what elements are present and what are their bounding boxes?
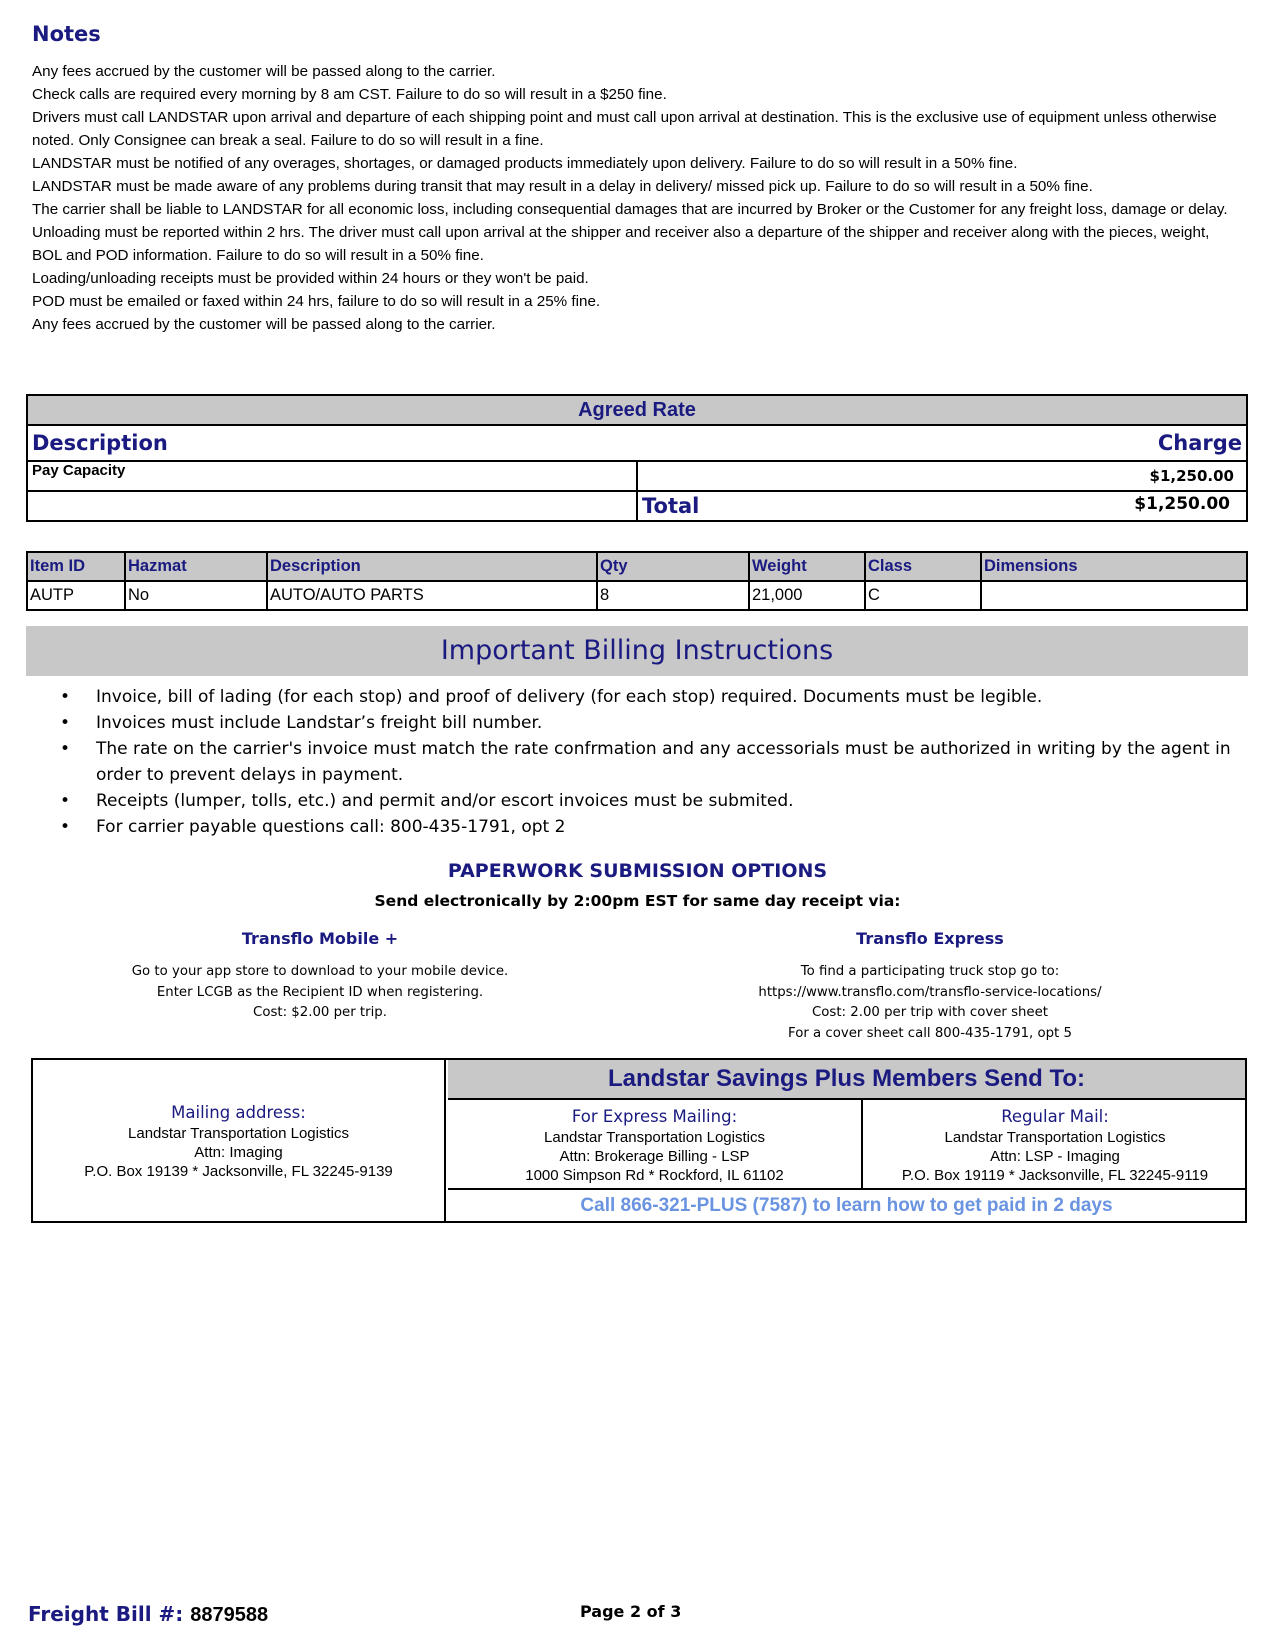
bullet: • — [60, 687, 71, 707]
cell-hazmat: No — [125, 581, 267, 610]
note-line: Drivers must call LANDSTAR upon arrival and departure of each shipping point and must call upon arrival at destination. This is the exclusive use of equipment unless otherwise noted. Only Consignee can break a seal. Failure to do so will result in a fine. — [32, 109, 1217, 149]
mailing-address-title: Mailing address: — [171, 1103, 306, 1122]
get-paid-call-text: Call 866-321-PLUS (7587) to learn how to get paid in 2 days — [448, 1188, 1245, 1221]
address-line: Attn: LSP - Imaging — [990, 1148, 1120, 1165]
address-line: P.O. Box 19139 * Jacksonville, FL 32245-9139 — [84, 1163, 393, 1180]
mailing-box — [31, 1058, 1247, 1223]
transflo-express-section — [710, 929, 1150, 1044]
freight-bill-number: 8879588 — [190, 1604, 269, 1626]
address-line: Landstar Transportation Logistics — [544, 1129, 765, 1146]
address-line: Landstar Transportation Logistics — [944, 1129, 1166, 1146]
note-line: LANDSTAR must be made aware of any problems during transit that may result in a delay in delivery/ missed pick up. Failure to do so will result in a 50% fine. — [32, 178, 1093, 195]
billing-list — [60, 684, 1240, 840]
cell-description: AUTO/AUTO PARTS — [267, 581, 597, 610]
list-item-text: The rate on the carrier's invoice must match the rate confrmation and any accessorials must be authorized in writing by the agent in order to prevent delays in payment. — [96, 739, 1231, 785]
express-mailing-section — [448, 1100, 863, 1188]
transflo-mobile-title: Transflo Mobile + — [241, 929, 399, 948]
list-item — [60, 710, 1240, 736]
header-dimensions: Dimensions — [981, 552, 1247, 581]
notes-title: Notes — [32, 22, 101, 46]
total-label: Total — [642, 494, 700, 518]
rate-item-description: Pay Capacity — [27, 461, 637, 491]
regular-mail-title: Regular Mail: — [1001, 1107, 1109, 1126]
address-line: 1000 Simpson Rd * Rockford, IL 61102 — [525, 1167, 784, 1184]
rate-header-row — [27, 425, 1247, 461]
header-description: Description — [267, 552, 597, 581]
table-row — [27, 581, 1247, 610]
cell-weight: 21,000 — [749, 581, 865, 610]
regular-mail-section — [865, 1100, 1245, 1188]
rate-total-cell — [637, 491, 1247, 521]
items-header-row — [27, 552, 1247, 581]
mobile-line: Go to your app store to download to your mobile device. — [131, 964, 509, 979]
express-line: Cost: 2.00 per trip with cover sheet — [811, 1005, 1048, 1020]
transflo-mobile-section — [110, 929, 530, 1024]
note-line: Loading/unloading receipts must be provided within 24 hours or they won't be paid. — [32, 270, 589, 287]
list-item — [60, 736, 1240, 788]
express-link[interactable]: https://www.transflo.com/transflo-service-locations/ — [758, 984, 1102, 1000]
list-item-text: For carrier payable questions call: 800-435-1791, opt 2 — [96, 817, 566, 837]
header-weight: Weight — [749, 552, 865, 581]
paperwork-title: PAPERWORK SUBMISSION OPTIONS — [447, 860, 828, 882]
mobile-line: Enter LCGB as the Recipient ID when registering. — [156, 984, 484, 1000]
list-item — [60, 814, 1240, 840]
header-class: Class — [865, 552, 981, 581]
note-line: Any fees accrued by the customer will be passed along to the carrier. — [32, 63, 496, 80]
list-item-text: Invoices must include Landstar’s freight bill number. — [96, 713, 543, 733]
note-line: The carrier shall be liable to LANDSTAR for all economic loss, including consequential damages that are incurred by Broker or the Customer for any freight loss, damage or delay. — [32, 201, 1228, 218]
list-item-text: Invoice, bill of lading (for each stop) and proof of delivery (for each stop) required. Documents must be legible. — [96, 687, 1043, 707]
address-line: Landstar Transportation Logistics — [128, 1125, 349, 1142]
rate-item-charge: $1,250.00 — [637, 461, 1247, 491]
list-item — [60, 684, 1240, 710]
description-header: Description — [32, 431, 168, 455]
items-table — [26, 551, 1248, 611]
transflo-express-title: Transflo Express — [856, 929, 1004, 948]
freight-bill — [28, 1602, 268, 1627]
cell-qty: 8 — [597, 581, 749, 610]
agreed-rate-title: Agreed Rate — [27, 395, 1247, 425]
savings-plus-title: Landstar Savings Plus Members Send To: — [448, 1060, 1245, 1100]
cell-item-id: AUTP — [27, 581, 125, 610]
express-line: To find a participating truck stop go to: — [800, 964, 1060, 979]
mobile-line: Cost: $2.00 per trip. — [253, 1005, 387, 1020]
rate-empty-cell — [27, 491, 637, 521]
billing-title: Important Billing Instructions — [26, 626, 1248, 676]
bullet: • — [60, 791, 71, 811]
page-number: Page 2 of 3 — [580, 1602, 682, 1621]
bullet: • — [60, 739, 71, 759]
paperwork-subtitle: Send electronically by 2:00pm EST for same day receipt via: — [374, 892, 901, 910]
note-line: Unloading must be reported within 2 hrs. The driver must call upon arrival at the shipper and receiver also a departure of the shipper and receiver along with the pieces, weight, BOL and POD information. Failure to do so will result in a 50% fine. — [32, 224, 1210, 264]
note-line: Any fees accrued by the customer will be passed along to the carrier. — [32, 316, 496, 333]
charge-header: Charge — [1157, 431, 1242, 455]
address-line: Attn: Brokerage Billing - LSP — [559, 1148, 750, 1165]
address-line: P.O. Box 19119 * Jacksonville, FL 32245-9119 — [901, 1167, 1209, 1184]
agreed-rate-table — [26, 394, 1248, 522]
header-qty: Qty — [597, 552, 749, 581]
header-item-id: Item ID — [27, 552, 125, 581]
notes-body — [32, 60, 1242, 336]
express-line: For a cover sheet call 800-435-1791, opt 5 — [788, 1025, 1072, 1041]
note-line: POD must be emailed or faxed within 24 hrs, failure to do so will result in a 25% fine. — [32, 293, 601, 310]
freight-bill-label: Freight Bill #: — [28, 1602, 184, 1626]
total-amount: $1,250.00 — [1134, 494, 1230, 514]
mailing-address-section — [33, 1060, 446, 1221]
list-item — [60, 788, 1240, 814]
express-mailing-title: For Express Mailing: — [571, 1107, 738, 1126]
bullet: • — [60, 817, 71, 837]
cell-class: C — [865, 581, 981, 610]
address-line: Attn: Imaging — [194, 1144, 283, 1161]
bullet: • — [60, 713, 71, 733]
list-item-text: Receipts (lumper, tolls, etc.) and permit and/or escort invoices must be submited. — [96, 791, 794, 811]
note-line: Check calls are required every morning by 8 am CST. Failure to do so will result in a $250 fine. — [32, 86, 667, 103]
cell-dimensions — [981, 581, 1247, 610]
header-hazmat: Hazmat — [125, 552, 267, 581]
note-line: LANDSTAR must be notified of any overages, shortages, or damaged products immediately upon delivery. Failure to do so will result in a 50% fine. — [32, 155, 1018, 172]
